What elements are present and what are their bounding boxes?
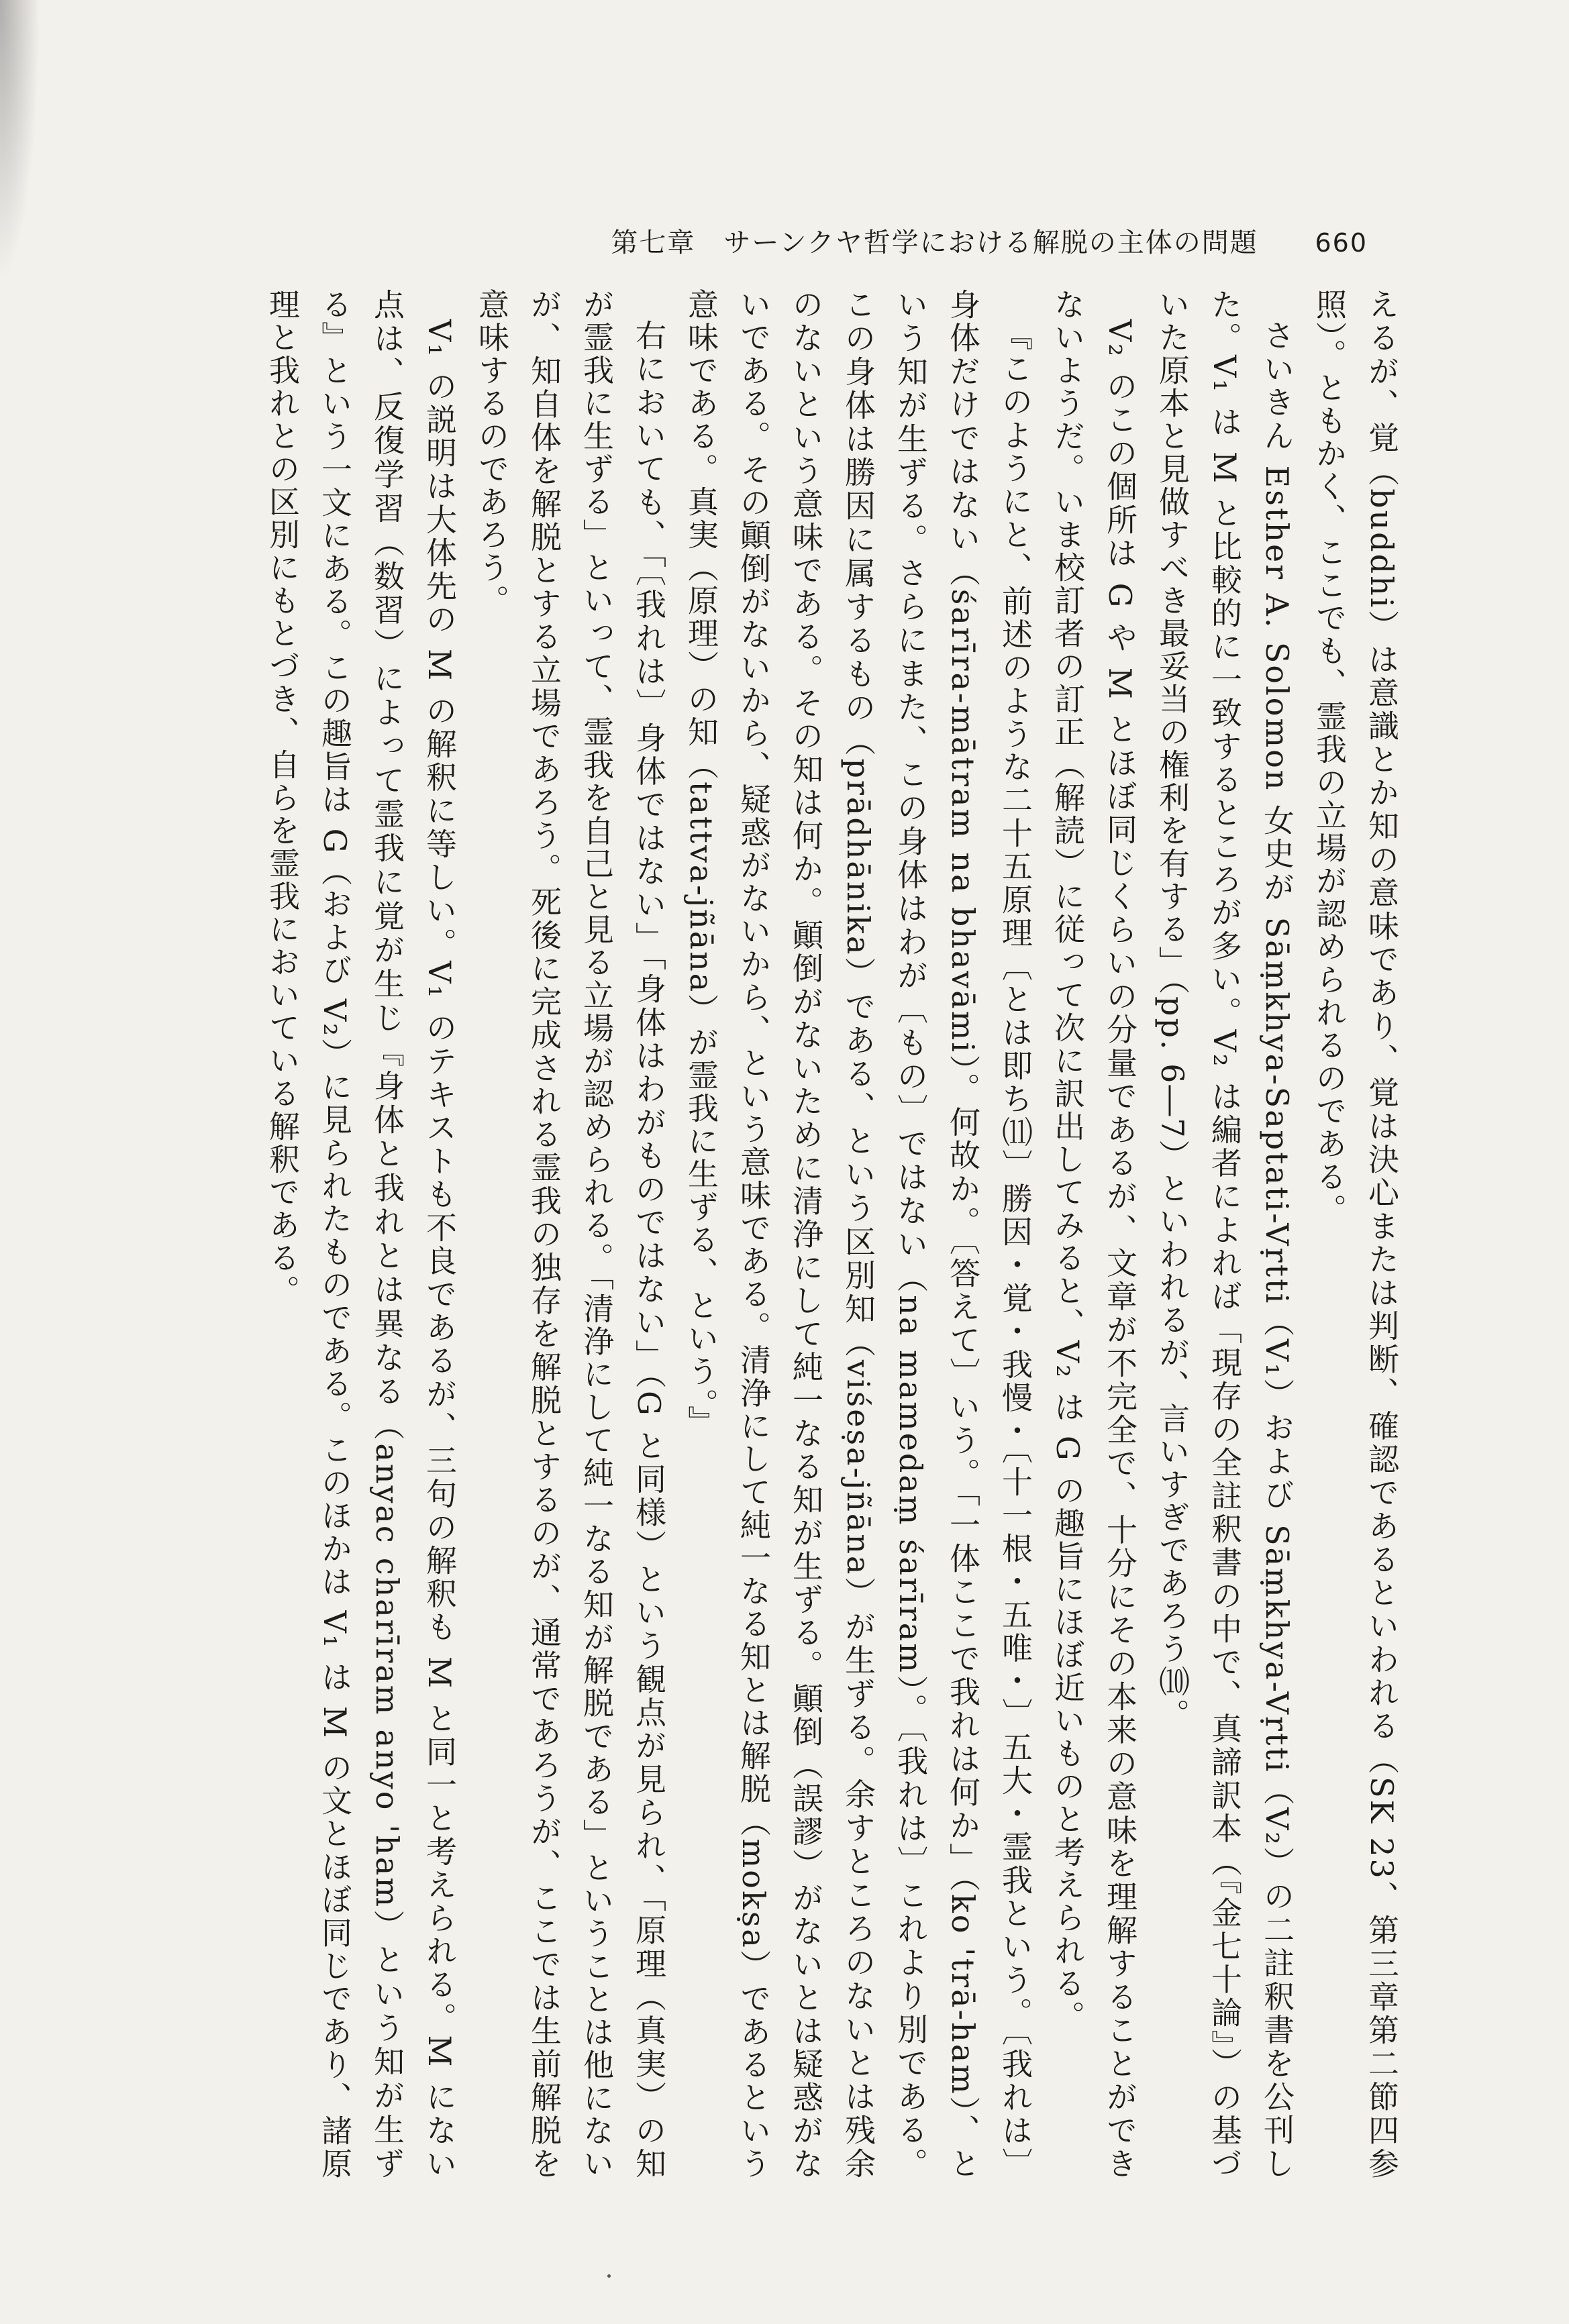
paragraph-5: 右においても、「〔我れは〕身体ではない」「身体はわがものではない」（G と同様）という観点が見られ、「原理（真実）の知が霊我に生ずる」といって、霊我を自己と見る立場が認められる。「清浄にして純一なる知が解脱である」ということは他にないが、知自体を解脱とする立場であろう。死後に完成される霊我の独存を解脱とするのが、通常であろうが、ここでは生前解脱を意味するのであろう。 <box>474 288 667 2180</box>
chapter-title: 第七章 サーンクヤ哲学における解脱の主体の問題 <box>611 227 1258 258</box>
paragraph-6: V₁ の説明は大体先の M の解釈に等しい。V₁ のテキストも不良であるが、三句の解釈も M と同一と考えられる。M にない点は、反復学習（数習）によって霊我に覚が生じ『身体と我れとは異なる（anyac charīram anyo 'ham）という知が生ずる』という一文にある。この趣旨は G（および V₂）に見られたものである。このほかは V₁ は M の文とほぼ同じであり、諸原理と我れとの区別にもとづき、自らを霊我においている解釈である。 <box>264 288 458 2180</box>
paragraph-4-quotation: 『このようにと、前述のような二十五原理〔とは即ち⑾〕勝因・覚・我慢・〔十一根・五唯・〕五大・霊我という。〔我れは〕身体だけではない（śarīra-mātram na bhavāmi）。何故か。〔答えて〕いう。「一体ここで我れは何か」（ko 'trā-ham）、という知が生ずる。さらにまた、この身体はわが〔もの〕ではない（na mamedaṃ śarīram）。〔我れは〕これより別である。この身体は勝因に属するもの（prādhānika）である、という区別知（viśeṣa-jñāna）が生ずる。余すところのないとは残余のないという意味である。その知は何か。顚倒がないために清浄にして純一なる知が生ずる。顚倒（誤謬）がないとは疑惑がないである。その顚倒がないから、疑惑がないから、という意味である。清浄にして純一なる知とは解脱（mokṣa）であるという意味である。真実（原理）の知（tattva-jñāna）が霊我に生ずる、という。』 <box>683 288 1033 2181</box>
page-number: 660 <box>1315 228 1368 258</box>
scan-speck <box>607 2274 611 2278</box>
paragraph-1: えるが、覚（buddhi）は意識とか知の意味であり、覚は決心または判断、確認であるといわれる（SK 23、第三章第二節四参照）。ともかく、ここでも、霊我の立場が認められるのである。 <box>1311 288 1400 2180</box>
paragraph-2: さいきん Esther A. Solomon 女史が Sāṃkhya-Saptati-Vṛtti（V₁）および Sāṃkhya-Vṛtti（V₂）の二註釈書を公刊した。V₁ は M と比較的に一致するところが多い。V₂ は編者によれば「現存の全註釈書の中で、真諦訳本（『金七十論』）の基づいた原本と見做すべき最妥当の権利を有する」（pp. 6―7）といわれるが、言いすぎであろう⑽。 <box>1154 288 1295 2180</box>
scan-edge-shadow <box>0 0 40 282</box>
running-head <box>611 221 1368 260</box>
paragraph-3: V₂ のこの個所は G や M とほぼ同じくらいの分量であるが、文章が不完全で、十分にその本来の意味を理解することができないようだ。いま校訂者の訂正（解読）に従って次に訳出してみると、V₂ は G の趣旨にほぼ近いものと考えられる。 <box>1050 288 1138 2180</box>
body-text <box>133 288 1408 2180</box>
